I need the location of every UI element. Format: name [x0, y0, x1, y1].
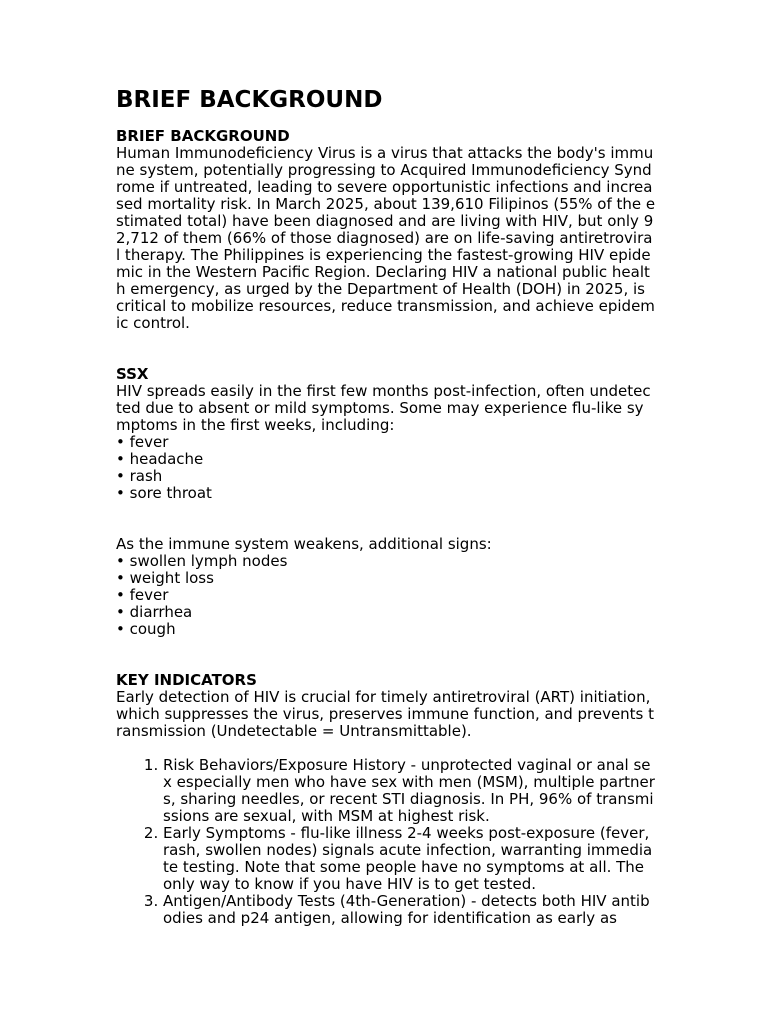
key-indicators-section [116, 672, 656, 927]
early-symptoms-list [116, 434, 656, 502]
list-item: • diarrhea [116, 604, 656, 621]
background-heading: BRIEF BACKGROUND [116, 127, 290, 145]
ssx-section [116, 366, 656, 638]
ssx-intro: HIV spreads easily in the first few months post-infection, often undetected due to absent or mild symptoms. Some may experience flu-like symptoms in the first weeks, including: [116, 382, 651, 434]
key-indicators-list [116, 757, 656, 927]
document-title: BRIEF BACKGROUND [116, 87, 383, 113]
list-item: 1. Risk Behaviors/Exposure History - unprotected vaginal or anal sex especially men who have sex with men (MSM), multiple partners, sharing needles, or recent STI diagnosis. In PH, 96% of transmissions are sexual, with MSM at highest risk. [163, 757, 656, 825]
background-text: Human Immunodeficiency Virus is a virus that attacks the body's immune system, potentially progressing to Acquired Immunodeficiency Syndrome if untreated, leading to severe opportunistic infections and increased mortality risk. In March 2025, about 139,610 Filipinos (55% of the estimated total) have been diagnosed and are living with HIV, but only 92,712 of them (66% of those diagnosed) are on life-saving antiretroviral therapy. The Philippines is experiencing the fastest-growing HIV epidemic in the Western Pacific Region. Declaring HIV a national public health emergency, as urged by the Department of Health (DOH) in 2025, is critical to mobilize resources, reduce transmission, and achieve epidemic control. [116, 144, 656, 332]
list-item: • cough [116, 621, 656, 638]
list-item: • swollen lymph nodes [116, 553, 656, 570]
list-item: • fever [116, 587, 656, 604]
key-indicators-heading: KEY INDICATORS [116, 671, 257, 689]
key-indicators-intro: Early detection of HIV is crucial for timely antiretroviral (ART) initiation, which suppresses the virus, preserves immune function, and prevents transmission (Undetectable = Untransmittable). [116, 688, 655, 740]
list-item: • headache [116, 451, 656, 468]
spacer [116, 740, 656, 757]
background-section [116, 128, 656, 332]
list-item: • sore throat [116, 485, 656, 502]
list-item: 3. Antigen/Antibody Tests (4th-Generation) - detects both HIV antibodies and p24 antigen, allowing for identification as early as [163, 893, 656, 927]
list-item: • rash [116, 468, 656, 485]
document-content [116, 86, 656, 927]
list-item: • weight loss [116, 570, 656, 587]
ssx-heading: SSX [116, 365, 149, 383]
spacer [116, 502, 656, 536]
later-symptoms-list [116, 553, 656, 638]
list-item: • fever [116, 434, 656, 451]
list-item: 2. Early Symptoms - flu-like illness 2-4 weeks post-exposure (fever, rash, swollen nodes) signals acute infection, warranting immediate testing. Note that some people have no symptoms at all. The only way to know if you have HIV is to get tested. [163, 825, 656, 893]
spacer [116, 638, 656, 672]
later-symptoms-intro: As the immune system weakens, additional signs: [116, 535, 492, 553]
spacer [116, 332, 656, 366]
